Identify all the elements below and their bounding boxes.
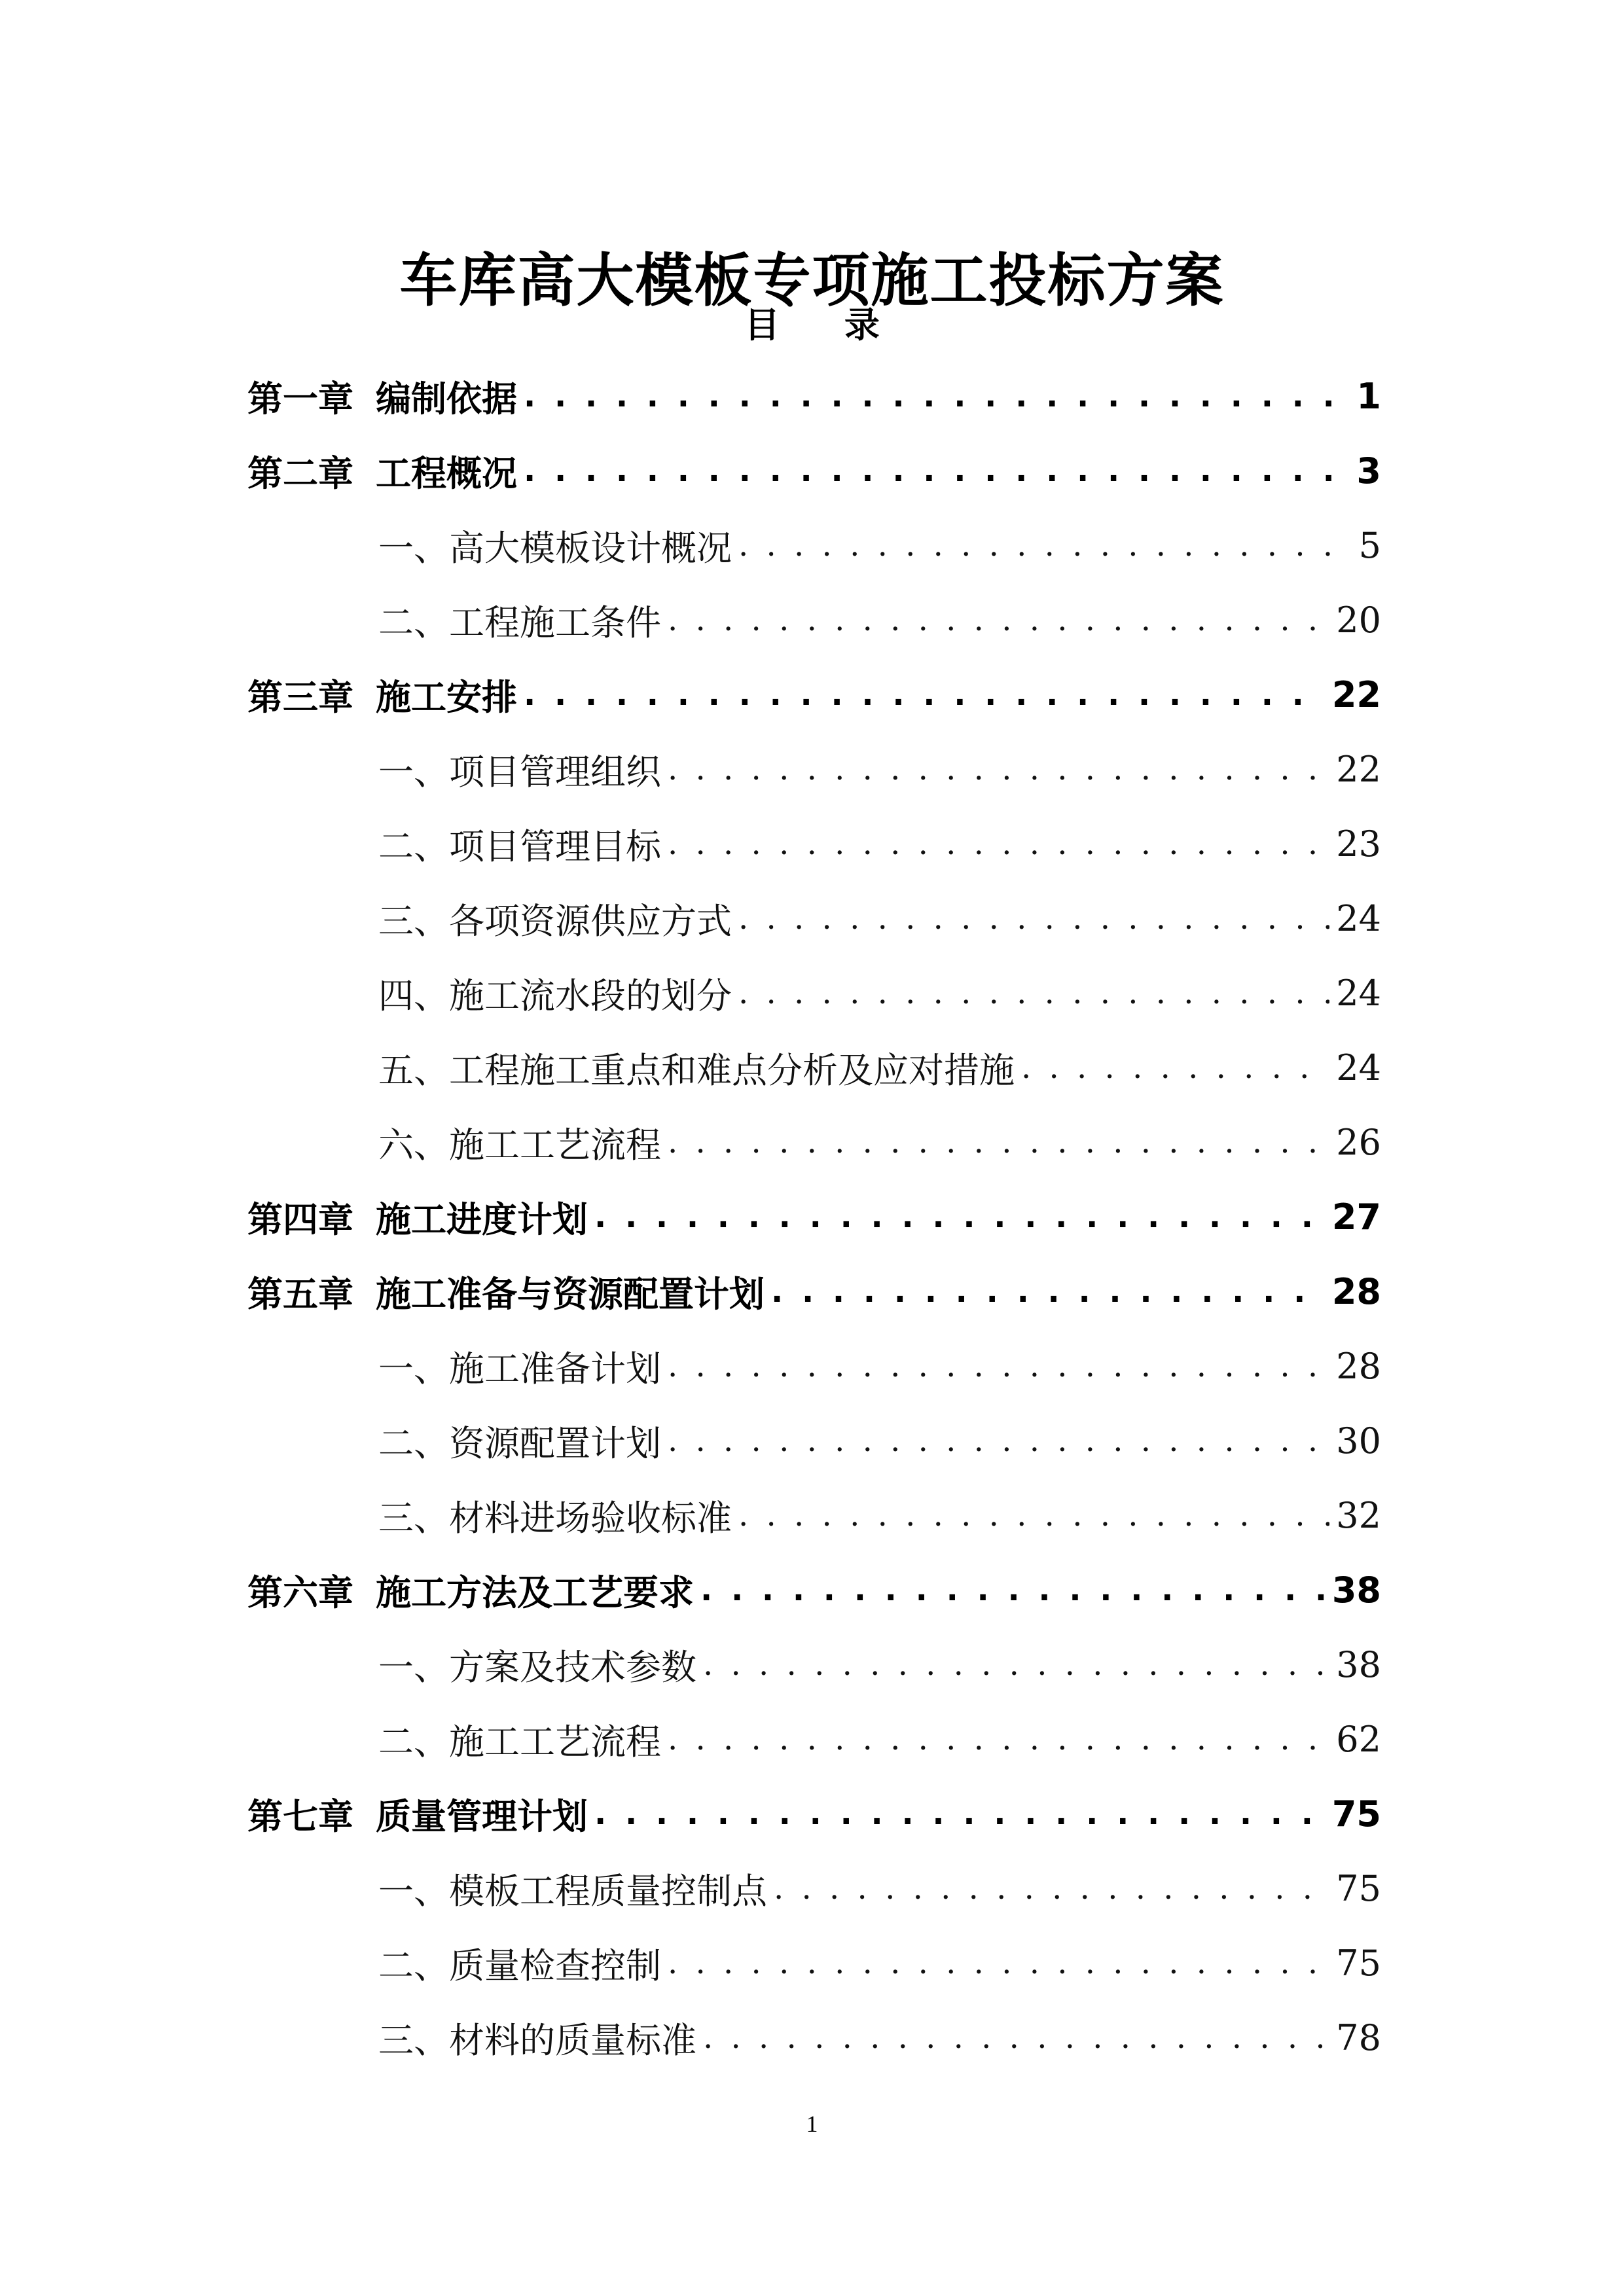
toc-dot-leader <box>524 451 1335 490</box>
toc-dot-leader <box>738 526 1335 565</box>
toc-entry-label <box>247 670 517 720</box>
toc-chapter-entry[interactable] <box>247 1776 1381 1851</box>
toc-entry-number: 第二章 <box>247 452 353 494</box>
toc-section-entry[interactable] <box>247 1926 1381 2000</box>
toc-dot-leader <box>703 1645 1329 1684</box>
toc-entry-title: 施工准备计划 <box>449 1348 661 1390</box>
toc-chapter-entry[interactable] <box>247 433 1381 508</box>
toc-chapter-entry[interactable] <box>247 657 1381 732</box>
toc-entry-label <box>378 2013 696 2063</box>
table-of-contents <box>247 359 1381 2075</box>
toc-section-entry[interactable] <box>247 1702 1381 1776</box>
toc-dot-leader <box>594 1794 1326 1833</box>
toc-entry-number: 一、 <box>378 527 449 569</box>
toc-entry-page-number: 28 <box>1331 1270 1381 1312</box>
toc-dot-leader <box>668 1719 1329 1759</box>
toc-entry-label <box>378 1640 696 1690</box>
toc-entry-label <box>378 819 661 869</box>
toc-entry-title: 质量检查控制 <box>449 1945 661 1986</box>
toc-chapter-entry[interactable] <box>247 1254 1381 1329</box>
toc-entry-number: 第五章 <box>247 1273 353 1315</box>
toc-entry-page-number: 75 <box>1331 1793 1381 1835</box>
toc-entry-title: 工程概况 <box>376 452 517 494</box>
toc-chapter-entry[interactable] <box>247 1179 1381 1254</box>
toc-entry-page-number: 3 <box>1356 450 1381 492</box>
toc-entry-page-number: 24 <box>1336 972 1381 1014</box>
toc-dot-leader <box>668 1943 1329 1982</box>
toc-section-entry[interactable] <box>247 881 1381 956</box>
toc-entry-number: 三、 <box>378 900 449 942</box>
toc-entry-number: 第一章 <box>247 378 353 420</box>
toc-entry-number: 四、 <box>378 975 449 1016</box>
toc-dot-leader <box>738 899 1329 938</box>
toc-entry-title: 高大模板设计概况 <box>449 527 732 569</box>
toc-section-entry[interactable] <box>247 732 1381 806</box>
toc-entry-page-number: 1 <box>1356 375 1381 417</box>
toc-entry-title: 施工方法及工艺要求 <box>376 1571 694 1613</box>
toc-entry-number: 三、 <box>378 2019 449 2061</box>
toc-entry-page-number: 27 <box>1331 1196 1381 1238</box>
toc-entry-number: 二、 <box>378 825 449 867</box>
toc-entry-label <box>378 1863 767 1914</box>
toc-entry-number: 一、 <box>378 751 449 793</box>
toc-section-entry[interactable] <box>247 1627 1381 1702</box>
toc-entry-page-number: 5 <box>1358 524 1381 566</box>
toc-entry-label <box>378 595 661 645</box>
toc-entry-label <box>247 1565 694 1615</box>
toc-section-entry[interactable] <box>247 1030 1381 1105</box>
toc-entry-page-number: 22 <box>1336 748 1381 790</box>
toc-dot-leader <box>668 1421 1329 1460</box>
toc-entry-page-number: 75 <box>1336 1942 1381 1984</box>
toc-entry-number: 一、 <box>378 1870 449 1912</box>
toc-entry-page-number: 38 <box>1336 1643 1381 1685</box>
toc-entry-number: 第三章 <box>247 676 353 718</box>
toc-entry-title: 方案及技术参数 <box>449 1646 696 1688</box>
toc-entry-title: 模板工程质量控制点 <box>449 1870 767 1912</box>
toc-entry-title: 项目管理目标 <box>449 825 661 867</box>
toc-dot-leader <box>594 1197 1326 1236</box>
toc-entry-number: 第七章 <box>247 1795 353 1837</box>
toc-entry-page-number: 38 <box>1331 1569 1381 1611</box>
toc-dot-leader <box>738 973 1329 1013</box>
toc-entry-page-number: 78 <box>1336 2017 1381 2058</box>
toc-entry-number: 六、 <box>378 1124 449 1166</box>
toc-entry-number: 三、 <box>378 1497 449 1539</box>
toc-chapter-entry[interactable] <box>247 359 1381 433</box>
toc-entry-page-number: 75 <box>1336 1867 1381 1909</box>
toc-chapter-entry[interactable] <box>247 1552 1381 1627</box>
toc-section-entry[interactable] <box>247 956 1381 1030</box>
toc-section-entry[interactable] <box>247 1105 1381 1179</box>
toc-dot-leader <box>774 1869 1329 1908</box>
toc-dot-leader <box>703 2018 1329 2057</box>
toc-entry-page-number: 23 <box>1336 823 1381 865</box>
toc-entry-label <box>247 446 517 496</box>
toc-entry-number: 第四章 <box>247 1198 353 1240</box>
toc-entry-label <box>247 1789 588 1839</box>
toc-entry-label <box>247 1192 588 1242</box>
toc-entry-number: 一、 <box>378 1646 449 1688</box>
toc-section-entry[interactable] <box>247 1851 1381 1926</box>
toc-entry-page-number: 26 <box>1336 1121 1381 1163</box>
toc-entry-number: 二、 <box>378 1945 449 1986</box>
toc-dot-leader <box>668 600 1329 639</box>
toc-entry-title: 项目管理组织 <box>449 751 661 793</box>
toc-entry-number: 二、 <box>378 1422 449 1464</box>
toc-entry-page-number: 22 <box>1331 673 1381 715</box>
toc-entry-number: 第六章 <box>247 1571 353 1613</box>
toc-entry-title: 各项资源供应方式 <box>449 900 732 942</box>
toc-entry-title: 材料的质量标准 <box>449 2019 696 2061</box>
toc-entry-label <box>378 520 732 571</box>
document-title: 车库高大模板专项施工投标方案 <box>399 246 1225 314</box>
toc-section-entry[interactable] <box>247 1329 1381 1403</box>
toc-entry-page-number: 24 <box>1336 897 1381 939</box>
toc-section-entry[interactable] <box>247 583 1381 657</box>
toc-section-entry[interactable] <box>247 508 1381 583</box>
toc-dot-leader <box>1021 1048 1329 1087</box>
toc-entry-label <box>378 1490 732 1541</box>
toc-entry-title: 施工安排 <box>376 676 517 718</box>
toc-entry-page-number: 28 <box>1336 1345 1381 1387</box>
toc-dot-leader <box>668 749 1329 789</box>
toc-dot-leader <box>668 824 1329 863</box>
toc-section-entry[interactable] <box>247 806 1381 881</box>
toc-entry-title: 施工工艺流程 <box>449 1124 661 1166</box>
toc-section-entry[interactable] <box>247 2000 1381 2075</box>
toc-entry-title: 质量管理计划 <box>376 1795 588 1837</box>
toc-dot-leader <box>524 675 1326 714</box>
toc-entry-label <box>247 1266 765 1317</box>
toc-entry-title: 资源配置计划 <box>449 1422 661 1464</box>
toc-entry-title: 编制依据 <box>376 378 517 420</box>
toc-dot-leader <box>738 1496 1329 1535</box>
toc-entry-number: 二、 <box>378 1721 449 1763</box>
toc-entry-title: 材料进场验收标准 <box>449 1497 732 1539</box>
toc-entry-number: 二、 <box>378 601 449 643</box>
toc-entry-label <box>378 1117 661 1168</box>
toc-dot-leader <box>771 1272 1326 1311</box>
toc-entry-page-number: 30 <box>1336 1420 1381 1462</box>
toc-entry-label <box>378 1938 661 1988</box>
toc-entry-label <box>378 744 661 795</box>
toc-entry-label <box>378 1714 661 1765</box>
toc-section-entry[interactable] <box>247 1478 1381 1552</box>
toc-dot-leader <box>668 1122 1329 1162</box>
toc-entry-title: 工程施工重点和难点分析及应对措施 <box>449 1049 1015 1091</box>
toc-entry-number: 一、 <box>378 1348 449 1390</box>
toc-entry-label <box>378 893 732 944</box>
toc-entry-page-number: 24 <box>1336 1047 1381 1088</box>
toc-entry-label <box>378 1043 1015 1093</box>
toc-entry-page-number: 32 <box>1336 1494 1381 1536</box>
toc-entry-title: 施工准备与资源配置计划 <box>376 1273 765 1315</box>
toc-entry-label <box>247 371 517 422</box>
toc-entry-label <box>378 1416 661 1466</box>
toc-entry-label <box>378 1341 661 1391</box>
toc-entry-label <box>378 968 732 1018</box>
page-number: 1 <box>806 2111 818 2137</box>
toc-entry-title: 施工流水段的划分 <box>449 975 732 1016</box>
toc-entry-title: 施工进度计划 <box>376 1198 588 1240</box>
toc-dot-leader <box>524 376 1335 416</box>
toc-dot-leader <box>700 1570 1326 1609</box>
toc-entry-title: 工程施工条件 <box>449 601 661 643</box>
toc-dot-leader <box>668 1346 1329 1386</box>
toc-heading: 目 录 <box>744 304 906 346</box>
toc-entry-number: 五、 <box>378 1049 449 1091</box>
toc-entry-title: 施工工艺流程 <box>449 1721 661 1763</box>
toc-entry-page-number: 62 <box>1336 1718 1381 1760</box>
toc-entry-page-number: 20 <box>1336 599 1381 641</box>
toc-section-entry[interactable] <box>247 1403 1381 1478</box>
